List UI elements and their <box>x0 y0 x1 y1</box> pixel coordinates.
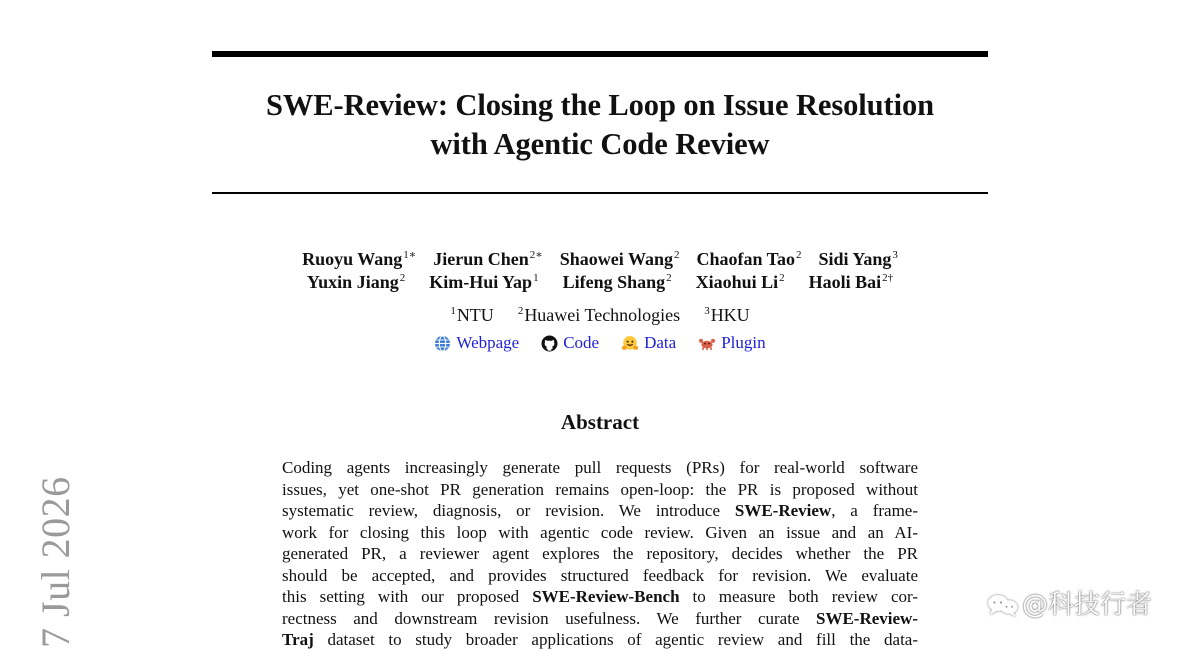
abstract-text: generated PR, a reviewer agent explores the repository, decides whether the PR <box>282 544 918 563</box>
abstract-line <box>282 608 918 630</box>
abstract-text: issues, yet one-shot PR generation remains open-loop: the PR is proposed without <box>282 479 918 499</box>
author-name: Ruoyu Wang <box>302 249 403 269</box>
abstract-text: this setting with our proposed <box>282 587 533 606</box>
author-name: Lifeng Shang <box>562 272 666 292</box>
abstract-bold-term: SWE-Review-Bench <box>532 587 680 606</box>
affiliation <box>704 303 750 330</box>
author <box>809 270 894 297</box>
globe-icon <box>434 335 451 352</box>
abstract-text: rectness and downstream revision usefulness. We further curate <box>282 608 817 628</box>
code-link-label: Code <box>563 333 600 352</box>
title-rule-top <box>212 51 988 57</box>
chat-bubbles-icon <box>986 591 1020 619</box>
paper-title-line-2: with Agentic Code Review <box>430 127 770 161</box>
watermark-text: @科技行者 <box>1022 590 1153 620</box>
abstract-bold-term: Traj <box>282 630 314 649</box>
author-affiliation-mark: 2† <box>882 272 894 284</box>
affiliation-mark: 1 <box>450 305 456 317</box>
affiliation-name: Huawei Technologies <box>524 305 681 325</box>
sidebar-date-stamp: 7 Jul 2026 <box>33 476 78 648</box>
plugin-link[interactable] <box>698 332 765 354</box>
author-affiliation-mark: 2 <box>399 272 406 284</box>
abstract-text: systematic review, diagnosis, or revision. We introduce <box>282 501 735 520</box>
abstract-line <box>282 522 918 544</box>
abstract-bold-term: SWE-Review- <box>816 608 918 628</box>
authors-row-2 <box>220 270 980 297</box>
plugin-crab-icon <box>698 336 716 351</box>
affiliation-mark: 3 <box>704 305 710 317</box>
abstract-line <box>282 565 918 587</box>
affiliation-mark: 2 <box>517 305 524 317</box>
affiliation <box>518 303 680 330</box>
plugin-link-label: Plugin <box>721 333 766 352</box>
abstract-text: dataset to study broader applications of agentic review and fill the data- <box>313 630 918 649</box>
author-affiliation-mark: 3 <box>892 249 898 261</box>
author <box>429 270 538 297</box>
webpage-link-label: Webpage <box>456 333 520 352</box>
author-affiliation-mark: 2 <box>796 249 802 261</box>
author-name: Haoli Bai <box>808 272 882 292</box>
hugging-face-icon <box>621 335 639 352</box>
author <box>563 270 672 297</box>
author-name: Xiaohui Li <box>695 272 779 292</box>
abstract-bold-term: SWE-Review <box>734 501 832 520</box>
abstract-text: work for closing this loop with agentic code review. Given an issue and an AI- <box>282 522 918 542</box>
author <box>307 270 405 297</box>
abstract-line <box>282 479 918 501</box>
github-icon <box>541 335 558 352</box>
abstract-line <box>282 500 918 522</box>
author-affiliation-mark: 1∗ <box>403 249 417 261</box>
author-affiliation-mark: 1 <box>533 272 539 284</box>
abstract-line <box>282 629 918 651</box>
affiliation <box>450 303 494 330</box>
author-name: Sidi Yang <box>818 249 892 269</box>
author-affiliation-mark: 2 <box>666 272 672 284</box>
abstract-text: to measure both review cor- <box>679 587 918 606</box>
paper-title <box>212 86 988 164</box>
abstract-line <box>282 586 918 608</box>
data-link[interactable] <box>621 332 676 354</box>
abstract-text: , a frame- <box>831 501 918 520</box>
paper-title-line-1: SWE-Review: Closing the Loop on Issue Resolution <box>266 88 934 122</box>
abstract-text: should be accepted, and provides structured feedback for revision. We evaluate <box>282 565 918 585</box>
affiliation-name: HKU <box>710 305 750 325</box>
abstract-line <box>282 543 918 565</box>
abstract-heading: Abstract <box>560 410 640 434</box>
webpage-link[interactable] <box>434 332 519 354</box>
author-name: Kim-Hui Yap <box>429 272 533 292</box>
affiliations <box>300 303 900 330</box>
abstract-body <box>282 457 918 651</box>
abstract-line <box>282 457 918 479</box>
author-affiliation-mark: 2 <box>673 249 680 261</box>
affiliation-name: NTU <box>456 305 494 325</box>
data-link-label: Data <box>644 333 677 352</box>
abstract-text: Coding agents increasingly generate pull requests (PRs) for real-world software <box>282 458 918 477</box>
code-link[interactable] <box>541 332 599 354</box>
author-name: Shaowei Wang <box>559 249 673 269</box>
author-name: Yuxin Jiang <box>306 272 399 292</box>
author-affiliation-mark: 2 <box>779 272 785 284</box>
author <box>696 270 785 297</box>
title-rule-bottom <box>212 192 988 194</box>
author-affiliation-mark: 2∗ <box>529 249 543 261</box>
author-name: Chaofan Tao <box>696 249 796 269</box>
resource-links <box>300 332 900 354</box>
source-watermark <box>986 589 1152 621</box>
author-name: Jierun Chen <box>433 249 529 269</box>
